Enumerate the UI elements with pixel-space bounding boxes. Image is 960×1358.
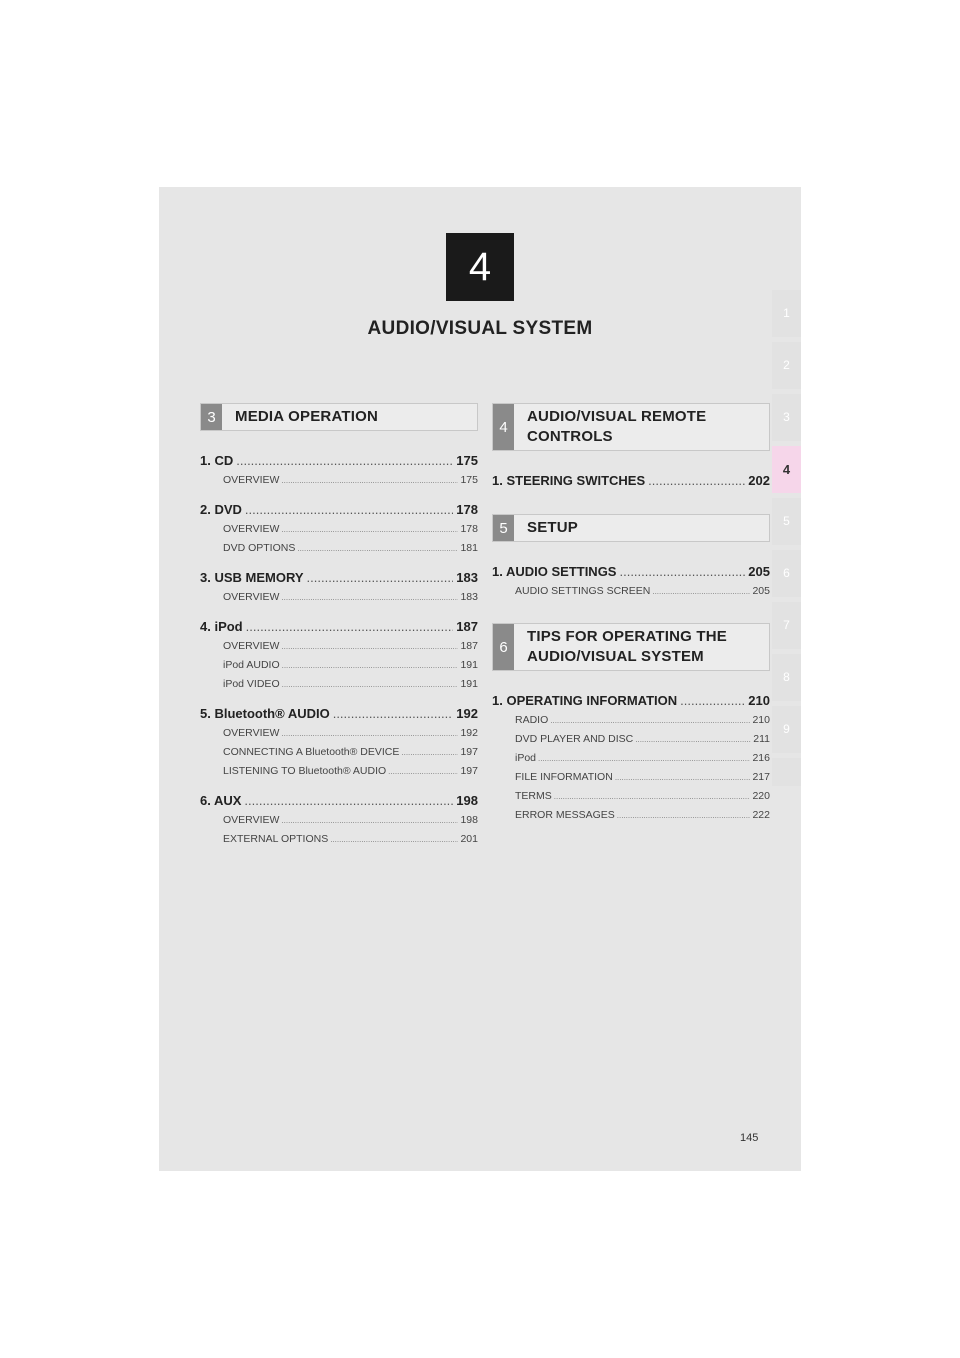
section-header [200, 403, 478, 431]
dot-leader [617, 811, 751, 820]
toc-subentry-label: TERMS [515, 790, 552, 802]
dot-leader [281, 816, 458, 825]
toc-subentry-label: OVERVIEW [223, 814, 280, 826]
toc-subentry[interactable] [515, 585, 770, 597]
dot-leader [236, 453, 453, 468]
chapter-tab-5[interactable]: 5 [772, 498, 801, 545]
toc-subentry[interactable] [515, 752, 770, 764]
toc-entry-page: 192 [456, 706, 478, 721]
toc-right-column [492, 403, 770, 847]
toc-subentry-label: iPod [515, 752, 537, 764]
toc-entry-label: 1. OPERATING INFORMATION [492, 693, 678, 708]
dot-leader [282, 661, 459, 670]
dot-leader [388, 767, 458, 776]
toc-subentry[interactable] [223, 765, 478, 777]
dot-leader [244, 793, 453, 808]
toc-entry-page: 183 [456, 570, 478, 585]
toc-subentry-page: 181 [460, 542, 478, 554]
toc-subentry[interactable] [223, 640, 478, 652]
section-title: MEDIA OPERATION [235, 408, 379, 425]
toc-subentry-page: 217 [752, 771, 770, 783]
toc-subentry[interactable] [223, 591, 478, 603]
toc-subentry-label: DVD PLAYER AND DISC [515, 733, 634, 745]
section-title: TIPS FOR OPERATING THE AUDIO/VISUAL SYSTEM [527, 628, 727, 665]
section-header [492, 623, 770, 671]
toc-subentry[interactable] [515, 809, 770, 821]
chapter-tab-1[interactable]: 1 [772, 290, 801, 337]
section-title: SETUP [527, 519, 579, 536]
chapter-tab-8[interactable]: 8 [772, 654, 801, 701]
toc-section [492, 623, 770, 821]
toc-subentry-page: 197 [460, 746, 478, 758]
toc-subentry-page: 187 [460, 640, 478, 652]
toc-subentry[interactable] [223, 659, 478, 671]
toc-subentry-page: 197 [460, 765, 478, 777]
toc-subentry-label: EXTERNAL OPTIONS [223, 833, 329, 845]
toc-subentry-label: OVERVIEW [223, 474, 280, 486]
page-number: 145 [740, 1132, 759, 1144]
toc-entry-group [492, 564, 770, 597]
toc-subentry-page: 222 [752, 809, 770, 821]
toc-entry-page: 202 [748, 473, 770, 488]
toc-entry[interactable] [492, 473, 770, 488]
toc-subentry-page: 220 [752, 790, 770, 802]
chapter-number-box [446, 233, 514, 301]
toc-subentry-page: 175 [460, 474, 478, 486]
toc-subentry[interactable] [223, 746, 478, 758]
toc-entry-group [200, 619, 478, 690]
toc-entry[interactable] [200, 793, 478, 808]
toc-entry-group [492, 473, 770, 488]
toc-subentry[interactable] [223, 474, 478, 486]
toc-entry-page: 187 [456, 619, 478, 634]
toc-entry[interactable] [200, 502, 478, 517]
toc-subentry-label: DVD OPTIONS [223, 542, 296, 554]
toc-entry-label: 2. DVD [200, 502, 242, 517]
toc-entry[interactable] [200, 453, 478, 468]
toc-subentry-label: RADIO [515, 714, 549, 726]
dot-leader [550, 716, 750, 725]
dot-leader [680, 693, 745, 708]
dot-leader [648, 473, 745, 488]
toc-subentry-label: ERROR MESSAGES [515, 809, 615, 821]
toc-section [492, 514, 770, 597]
chapter-tab-2[interactable]: 2 [772, 342, 801, 389]
toc-subentry-label: AUDIO SETTINGS SCREEN [515, 585, 651, 597]
dot-leader [246, 619, 454, 634]
toc-entry-label: 1. AUDIO SETTINGS [492, 564, 617, 579]
toc-entry-group [200, 793, 478, 845]
toc-entry-page: 175 [456, 453, 478, 468]
section-header [492, 514, 770, 542]
chapter-tab-9[interactable]: 9 [772, 706, 801, 753]
section-header [492, 403, 770, 451]
chapter-tab-7[interactable]: 7 [772, 602, 801, 649]
chapter-tab-blank[interactable] [772, 758, 801, 786]
toc-subentry[interactable] [223, 814, 478, 826]
section-number: 5 [493, 515, 514, 541]
chapter-tab-4[interactable]: 4 [772, 446, 801, 493]
chapter-title: AUDIO/VISUAL SYSTEM [367, 318, 593, 339]
toc-subentry-page: 178 [460, 523, 478, 535]
dot-leader [619, 564, 745, 579]
toc-entry-group [200, 502, 478, 554]
toc-subentry-label: LISTENING TO Bluetooth® AUDIO [223, 765, 387, 777]
chapter-tab-3[interactable]: 3 [772, 394, 801, 441]
toc-entry[interactable] [492, 693, 770, 708]
toc-entry[interactable] [200, 706, 478, 721]
toc-subentry-page: 191 [460, 678, 478, 690]
toc-entry[interactable] [200, 570, 478, 585]
toc-subentry-page: 210 [752, 714, 770, 726]
dot-leader [281, 729, 458, 738]
toc-subentry-label: OVERVIEW [223, 523, 280, 535]
toc-subentry[interactable] [223, 833, 478, 845]
dot-leader [615, 773, 751, 782]
toc-entry-group [200, 706, 478, 777]
toc-entry-page: 198 [456, 793, 478, 808]
chapter-tabs [772, 290, 801, 791]
dot-leader [281, 525, 458, 534]
dot-leader [401, 748, 458, 757]
toc-entry-label: 1. STEERING SWITCHES [492, 473, 646, 488]
toc-entry-group [200, 570, 478, 603]
toc-subentry-label: FILE INFORMATION [515, 771, 613, 783]
chapter-tab-6[interactable]: 6 [772, 550, 801, 597]
toc-subentry-label: CONNECTING A Bluetooth® DEVICE [223, 746, 400, 758]
toc-entry-page: 210 [748, 693, 770, 708]
toc-subentry-page: 201 [460, 833, 478, 845]
toc-entry[interactable] [492, 564, 770, 579]
toc-subentry-page: 211 [753, 733, 770, 745]
toc-entry-group [200, 453, 478, 486]
toc-entry-page: 178 [456, 502, 478, 517]
toc-entry-label: 4. iPod [200, 619, 243, 634]
toc-entry-label: 1. CD [200, 453, 234, 468]
dot-leader [330, 835, 458, 844]
dot-leader [538, 754, 750, 763]
toc-section [200, 403, 478, 845]
toc-subentry[interactable] [223, 727, 478, 739]
toc-left-column [200, 403, 478, 871]
dot-leader [297, 544, 458, 553]
toc-subentry[interactable] [515, 733, 770, 745]
section-number: 6 [493, 624, 514, 670]
toc-subentry[interactable] [223, 523, 478, 535]
toc-entry-group [492, 693, 770, 821]
toc-entry-page: 205 [748, 564, 770, 579]
dot-leader [245, 502, 453, 517]
toc-subentry[interactable] [515, 790, 770, 802]
toc-subentry-page: 183 [460, 591, 478, 603]
toc-entry-label: 5. Bluetooth® AUDIO [200, 706, 330, 721]
toc-section [492, 403, 770, 488]
toc-subentry-page: 205 [752, 585, 770, 597]
section-title: AUDIO/VISUAL REMOTE CONTROLS [527, 408, 707, 445]
toc-entry-label: 3. USB MEMORY [200, 570, 304, 585]
dot-leader [652, 587, 750, 596]
dot-leader [307, 570, 454, 585]
toc-subentry[interactable] [515, 714, 770, 726]
toc-subentry-label: OVERVIEW [223, 727, 280, 739]
dot-leader [281, 476, 458, 485]
chapter-number: 4 [468, 245, 492, 289]
toc-subentry[interactable] [223, 678, 478, 690]
section-number: 4 [493, 404, 514, 450]
toc-subentry-label: OVERVIEW [223, 591, 280, 603]
toc-subentry[interactable] [515, 771, 770, 783]
dot-leader [281, 593, 458, 602]
toc-subentry-page: 198 [460, 814, 478, 826]
toc-subentry-page: 216 [752, 752, 770, 764]
toc-subentry-page: 192 [460, 727, 478, 739]
toc-entry-label: 6. AUX [200, 793, 242, 808]
toc-entry[interactable] [200, 619, 478, 634]
dot-leader [281, 642, 458, 651]
section-number: 3 [201, 404, 222, 430]
toc-subentry-label: iPod VIDEO [223, 678, 280, 690]
toc-subentry-label: iPod AUDIO [223, 659, 280, 671]
toc-subentry-label: OVERVIEW [223, 640, 280, 652]
toc-subentry[interactable] [223, 542, 478, 554]
dot-leader [554, 792, 751, 801]
dot-leader [635, 735, 751, 744]
dot-leader [333, 706, 454, 721]
toc-subentry-page: 191 [460, 659, 478, 671]
dot-leader [282, 680, 459, 689]
